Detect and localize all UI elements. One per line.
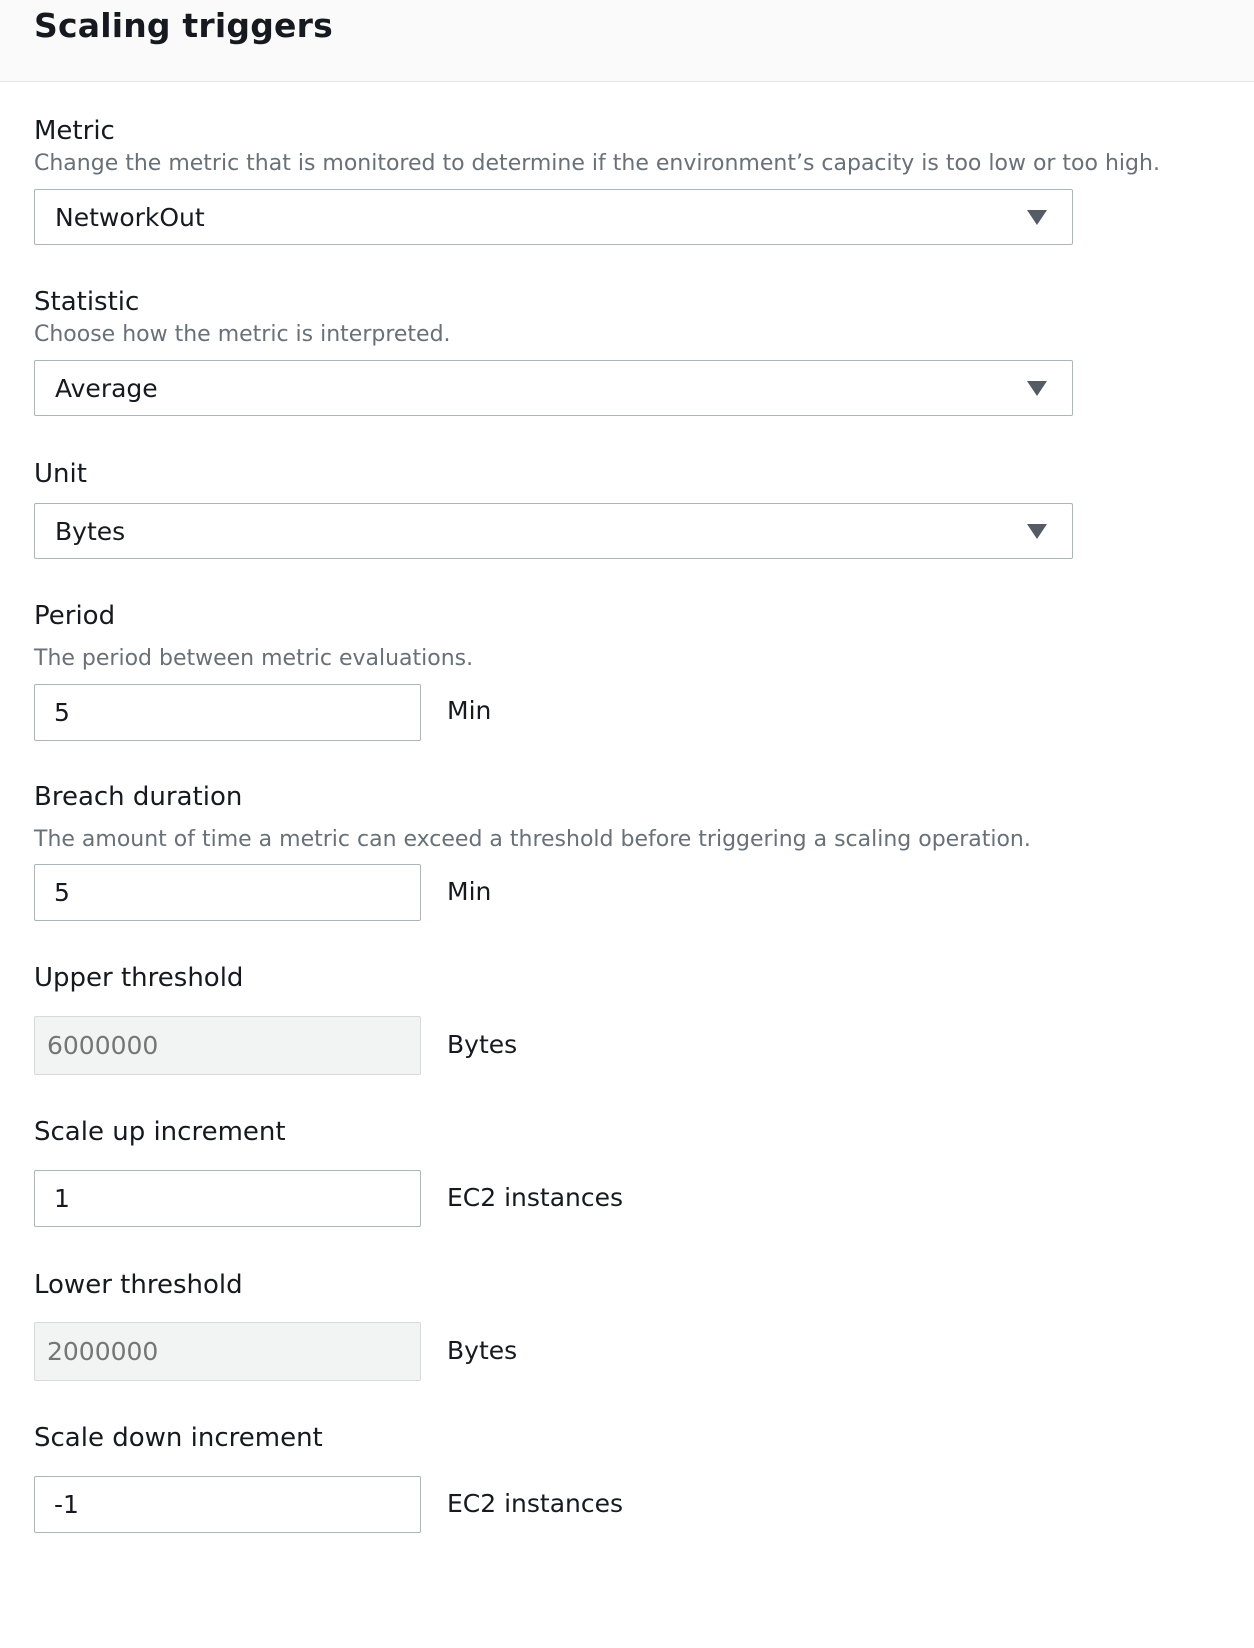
metric-description: Change the metric that is monitored to determine if the environment’s capacity is too low or too high. xyxy=(34,151,1160,176)
scale-down-increment-unit: EC2 instances xyxy=(447,1489,624,1518)
period-label: Period xyxy=(34,601,116,631)
caret-down-icon xyxy=(1027,210,1047,225)
lower-threshold-label: Lower threshold xyxy=(34,1270,243,1300)
statistic-label: Statistic xyxy=(34,287,140,317)
statistic-select[interactable] xyxy=(34,360,1073,416)
statistic-select-value: Average xyxy=(55,374,158,403)
upper-threshold-input[interactable] xyxy=(34,1016,421,1075)
unit-select-value: Bytes xyxy=(55,517,126,546)
scale-up-increment-input[interactable] xyxy=(34,1170,421,1227)
panel-title: Scaling triggers xyxy=(34,6,333,45)
caret-down-icon xyxy=(1027,524,1047,539)
breach-duration-input[interactable] xyxy=(34,864,421,921)
scale-down-increment-input[interactable] xyxy=(34,1476,421,1533)
lower-threshold-unit: Bytes xyxy=(447,1336,518,1365)
period-unit: Min xyxy=(447,696,492,725)
breach-duration-description: The amount of time a metric can exceed a threshold before triggering a scaling operation. xyxy=(34,827,1031,852)
upper-threshold-unit: Bytes xyxy=(447,1030,518,1059)
period-description: The period between metric evaluations. xyxy=(34,646,474,671)
scale-up-increment-label: Scale up increment xyxy=(34,1117,286,1147)
metric-select[interactable] xyxy=(34,189,1073,245)
lower-threshold-input[interactable] xyxy=(34,1322,421,1381)
period-input[interactable] xyxy=(34,684,421,741)
upper-threshold-label: Upper threshold xyxy=(34,963,244,993)
scale-down-increment-label: Scale down increment xyxy=(34,1423,323,1453)
unit-select[interactable] xyxy=(34,503,1073,559)
breach-duration-unit: Min xyxy=(447,877,492,906)
statistic-description: Choose how the metric is interpreted. xyxy=(34,322,451,347)
unit-label: Unit xyxy=(34,459,87,489)
breach-duration-label: Breach duration xyxy=(34,782,243,812)
panel-header xyxy=(0,0,1254,82)
metric-label: Metric xyxy=(34,116,115,146)
caret-down-icon xyxy=(1027,381,1047,396)
metric-select-value: NetworkOut xyxy=(55,203,205,232)
scale-up-increment-unit: EC2 instances xyxy=(447,1183,624,1212)
